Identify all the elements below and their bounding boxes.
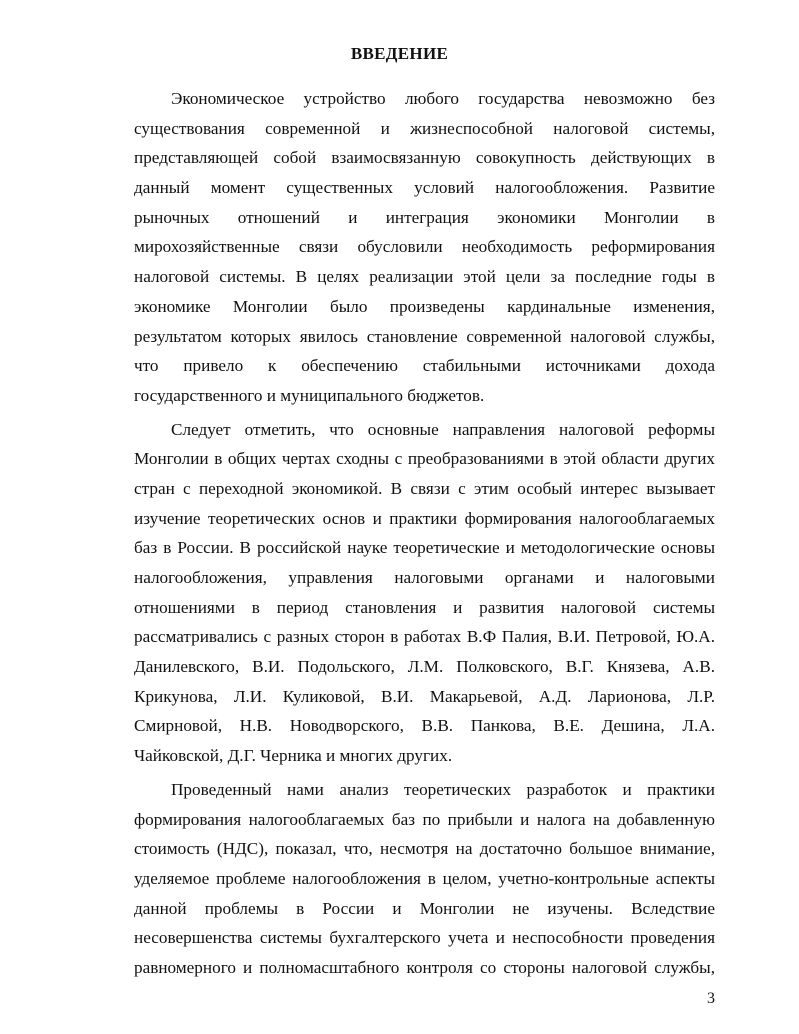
- text-line: что привело к обеспечению стабильными источниками дохода: [134, 356, 715, 376]
- text-line: Проведенный нами анализ теоретических разработок и практики: [171, 779, 715, 799]
- body-text: [134, 84, 715, 983]
- text-line: баз в России. В российской науке теоретические и методологические основы: [134, 538, 715, 558]
- page-title: ВВЕДЕНИЕ: [350, 44, 449, 63]
- text-line: мирохозяйственные связи обусловили необходимость реформирования: [134, 237, 715, 257]
- text-line: изучение теоретических основ и практики формирования налогооблагаемых: [134, 508, 715, 528]
- text-line: существования современной и жизнеспособной налоговой системы,: [134, 118, 715, 138]
- text-line: налогообложения, управления налоговыми органами и налоговыми: [134, 568, 715, 587]
- text-line: Смирновой, Н.В. Новодворского, В.В. Панкова, В.Е. Дешина, Л.А.: [134, 716, 715, 736]
- text-line: данной проблемы в России и Монголии не изучены. Вследствие: [134, 898, 715, 918]
- text-line: стран с переходной экономикой. В связи с этим особый интерес вызывает: [134, 478, 715, 498]
- text-line: представляющей собой взаимосвязанную совокупность действующих в: [134, 148, 715, 168]
- text-line: несовершенства системы бухгалтерского учета и неспособности проведения: [134, 928, 715, 948]
- text-line: Крикунова, Л.И. Куликовой, В.И. Макарьевой, А.Д. Ларионова, Л.Р.: [134, 686, 715, 706]
- text-line: стоимость (НДС), показал, что, несмотря на достаточно большое внимание,: [134, 839, 715, 859]
- text-line: данный момент существенных условий налогообложения. Развитие: [134, 178, 715, 198]
- text-line: Монголии в общих чертах сходны с преобразованиями в этой области других: [134, 449, 715, 469]
- text-line: Следует отметить, что основные направления налоговой реформы: [171, 419, 715, 439]
- text-line: рыночных отношений и интеграция экономики Монголии в: [134, 207, 715, 227]
- text-line: формирования налогооблагаемых баз по прибыли и налога на добавленную: [134, 809, 715, 829]
- text-line: экономике Монголии было произведены кардинальные изменения,: [134, 296, 715, 316]
- text-line: налоговой системы. В целях реализации этой цели за последние годы в: [134, 267, 715, 287]
- paragraph-3: [134, 775, 715, 983]
- text-line: Экономическое устройство любого государства невозможно без: [171, 89, 715, 108]
- text-line: уделяемое проблеме налогообложения в целом, учетно-контрольные аспекты: [134, 868, 715, 888]
- text-line: отношениями в период становления и развития налоговой системы: [134, 597, 715, 617]
- text-line: государственного и муниципального бюджетов.: [134, 385, 485, 405]
- text-line: результатом которых явилось становление современной налоговой службы,: [134, 326, 715, 346]
- text-line: Данилевского, В.И. Подольского, Л.М. Полковского, В.Г. Князева, А.В.: [134, 657, 715, 677]
- text-line: равномерного и полномасштабного контроля со стороны налоговой службы,: [134, 957, 715, 977]
- text-line: рассматривались с разных сторон в работах В.Ф Палия, В.И. Петровой, Ю.А.: [134, 627, 715, 647]
- paragraph-1: [134, 84, 715, 411]
- page-number: 3: [707, 990, 715, 1007]
- text-line: Чайковской, Д.Г. Черника и многих других.: [134, 746, 453, 766]
- paragraph-2: [134, 415, 715, 771]
